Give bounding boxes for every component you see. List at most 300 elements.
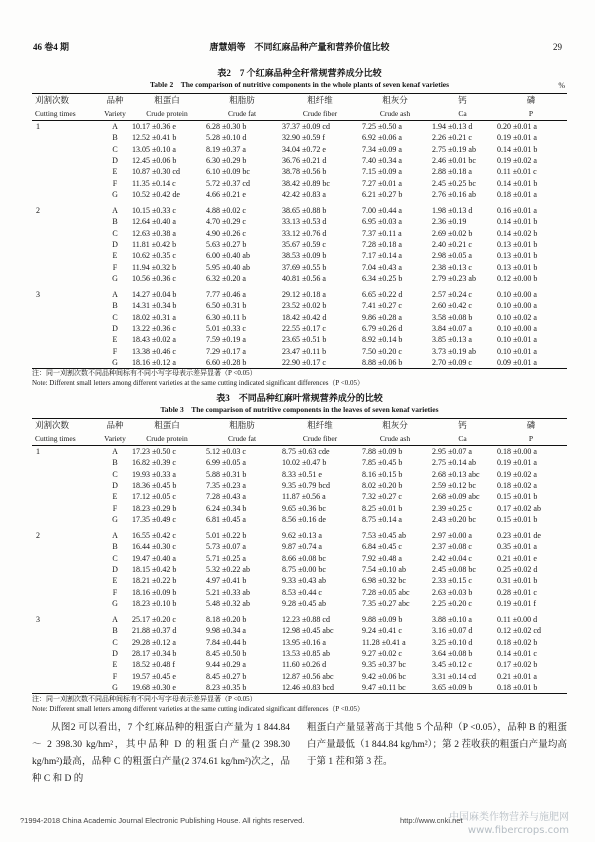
crude-ash-cell: 7.40 ±0.34 a (362, 155, 402, 165)
copyright-notice: ?1994-2018 China Academic Journal Electronic Publishing House. All rights reserved. (20, 816, 305, 825)
crude-protein-cell: 13.38 ±0.46 c (132, 346, 176, 356)
cutting-times-cell (32, 334, 100, 345)
watermark (449, 811, 569, 837)
crude-fat-cell: 7.35 ±0.23 a (206, 480, 246, 490)
variety-cell: A (112, 447, 118, 456)
p-cell: 0.12 ±0.00 b (497, 273, 538, 283)
table-3-title-cn: 表3 不同品种红麻叶常规营养成分的比较 (216, 393, 383, 403)
p-cell: 0.18 ±0.01 a (497, 189, 537, 199)
crude-protein-cell: 11.35 ±0.14 c (132, 178, 176, 188)
crude-fat-cell: 6.99 ±0.05 a (206, 458, 246, 468)
crude-fat-cell: 4.70 ±0.29 c (206, 217, 246, 227)
variety-cell: C (112, 312, 118, 322)
crude-protein-cell: 18.36 ±0.45 b (132, 480, 177, 490)
p-cell: 0.16 ±0.01 a (497, 205, 537, 215)
crude-fat-cell: 7.29 ±0.17 a (206, 346, 246, 356)
crude-fiber-cell: 8.75 ±0.63 cde (282, 447, 330, 456)
column-header: 钙 (430, 94, 495, 108)
ca-cell: 2.45 ±0.25 bc (432, 178, 476, 188)
header-row-cn (32, 419, 567, 433)
table-2-note-cn: 注：同一刈割次数不同品种间标有不同小写字母表示差异显著（P <0.05） (32, 369, 257, 377)
crude-fat-cell: 5.01 ±0.22 b (206, 530, 247, 540)
ca-cell: 3.64 ±0.08 b (432, 648, 473, 658)
crude-fiber-cell: 13.95 ±0.16 a (282, 637, 326, 647)
p-cell: 0.10 ±0.00 a (497, 301, 537, 311)
crude-fiber-cell: 38.42 ±0.89 bc (282, 178, 330, 188)
crude-protein-cell: 16.44 ±0.30 c (132, 542, 176, 552)
table-row (32, 457, 567, 468)
column-header: Crude fat (204, 107, 280, 121)
variety-cell: G (100, 357, 130, 369)
table-row (32, 648, 567, 659)
table-2-title-en: Table 2 The comparison of nutritive components in the whole plants of seven kenaf varieties (149, 80, 450, 89)
p-cell: 0.10 ±0.01 a (497, 346, 537, 356)
table-2 (32, 93, 567, 369)
body-paragraph-right: 粗蛋白产量显著高于其他 5 个品种（P <0.05），品种 B 的粗蛋白产量最低（1 844.84 kg/hm²）；第 2 茬收获的粗蛋白产量均高于第 1 茬和第 3 茬。 (307, 723, 567, 767)
column-header: Crude fiber (280, 432, 360, 446)
cutting-times-cell (32, 682, 100, 694)
column-header: P (495, 107, 567, 121)
variety-cell: G (100, 682, 130, 694)
ca-cell: 2.33 ±0.15 c (432, 576, 472, 586)
crude-fiber-cell: 38.78 ±0.56 b (282, 167, 327, 177)
column-header: 钙 (430, 419, 495, 433)
table-row (32, 564, 567, 575)
variety-cell: D (112, 480, 118, 490)
variety-cell: F (112, 503, 118, 513)
crude-protein-cell: 13.05 ±0.10 a (132, 144, 176, 154)
crude-fiber-cell: 11.60 ±0.26 d (282, 660, 327, 670)
table-row (32, 480, 567, 491)
crude-ash-cell: 8.88 ±0.06 b (360, 357, 430, 369)
variety-cell: G (112, 514, 118, 524)
cutting-times-cell (32, 357, 100, 369)
cutting-times-cell (32, 564, 100, 575)
ca-cell: 1.98 ±0.13 d (432, 205, 473, 215)
watermark-line-2: www.fibercrops.com (467, 825, 569, 836)
ca-cell: 2.97 ±0.00 a (432, 530, 472, 540)
crude-fat-cell: 4.66 ±0.21 e (206, 189, 246, 199)
table-row (32, 671, 567, 682)
crude-ash-cell: 7.50 ±0.20 c (362, 346, 402, 356)
ca-cell: 2.37 ±0.08 c (432, 542, 472, 552)
table-row (32, 200, 567, 216)
crude-ash-cell: 7.15 ±0.09 a (362, 167, 402, 177)
footer-url: http://www.cnki.net (400, 816, 463, 825)
variety-cell: D (112, 323, 118, 333)
variety-cell: F (112, 346, 118, 356)
crude-fat-cell: 5.71 ±0.25 a (206, 553, 246, 563)
p-cell: 0.18 ±0.00 a (497, 447, 537, 456)
p-cell: 0.09 ±0.01 a (495, 357, 567, 369)
ca-cell: 3.58 ±0.08 b (432, 312, 473, 322)
p-cell: 0.14 ±0.01 b (497, 217, 538, 227)
crude-ash-cell: 6.98 ±0.32 bc (362, 576, 406, 586)
body-paragraph-left: 从图2 可以看出，7 个红麻品种的粗蛋白产量为 1 844.84 ～ 2 398.30 kg/hm²，其中品种 D 的粗蛋白产量(2 398.30 kg/hm²)最高，品种 C 的粗蛋白产量(2 374.61 kg/hm²)次之，品种 C 和 D 的 (32, 723, 290, 784)
table-row (32, 300, 567, 311)
ca-cell: 1.94 ±0.13 d (432, 122, 473, 131)
crude-protein-cell: 10.62 ±0.35 c (132, 251, 176, 261)
column-header: Crude protein (130, 432, 204, 446)
table-row (32, 357, 567, 369)
cutting-times-cell (32, 228, 100, 239)
crude-ash-cell: 9.86 ±0.28 a (362, 312, 402, 322)
crude-protein-cell: 17.12 ±0.05 c (132, 492, 176, 502)
crude-fiber-cell: 22.90 ±0.17 c (280, 357, 360, 369)
table-row (32, 189, 567, 200)
p-cell: 0.15 ±0.01 b (497, 514, 538, 524)
p-cell: 0.18 ±0.02 b (497, 637, 538, 647)
crude-fat-cell: 6.10 ±0.09 bc (206, 167, 250, 177)
table-row (32, 469, 567, 480)
ca-cell: 3.65 ±0.09 b (430, 682, 495, 694)
crude-protein-cell: 10.56 ±0.36 c (132, 273, 176, 283)
crude-ash-cell: 7.35 ±0.27 abc (362, 598, 410, 608)
crude-ash-cell: 9.24 ±0.41 c (362, 626, 402, 636)
variety-cell: B (112, 133, 118, 143)
crude-protein-cell: 10.17 ±0.36 e (132, 122, 176, 131)
table-row (32, 121, 567, 133)
crude-fiber-cell: 29.12 ±0.18 a (282, 289, 326, 299)
ca-cell: 2.68 ±0.09 abc (432, 492, 480, 502)
table-2-header (32, 94, 567, 121)
column-header: 粗纤维 (280, 94, 360, 108)
variety-cell: E (112, 335, 118, 345)
variety-cell: F (112, 587, 118, 597)
crude-fat-cell: 5.95 ±0.40 ab (206, 262, 250, 272)
crude-ash-cell: 7.25 ±0.50 a (362, 122, 402, 131)
crude-protein-cell: 18.23 ±0.10 b (132, 598, 177, 608)
p-cell: 0.13 ±0.01 b (497, 239, 538, 249)
ca-cell: 2.25 ±0.20 c (432, 598, 472, 608)
variety-cell: B (112, 626, 118, 636)
table-row (32, 491, 567, 502)
crude-ash-cell: 6.65 ±0.22 d (362, 289, 403, 299)
crude-fiber-cell: 9.62 ±0.13 a (282, 530, 322, 540)
column-header: 粗脂肪 (204, 94, 280, 108)
p-cell: 0.12 ±0.02 cd (497, 626, 541, 636)
variety-cell: G (112, 273, 118, 283)
crude-protein-cell: 25.17 ±0.20 c (132, 614, 176, 624)
ca-cell: 2.60 ±0.42 c (432, 301, 472, 311)
cutting-times-cell (32, 514, 100, 525)
crude-ash-cell: 7.53 ±0.45 ab (362, 530, 406, 540)
column-header: Variety (100, 107, 130, 121)
crude-fiber-cell: 40.81 ±0.56 a (282, 273, 326, 283)
table-row (32, 323, 567, 334)
ca-cell: 2.59 ±0.12 bc (432, 480, 476, 490)
crude-fiber-cell: 8.66 ±0.08 bc (282, 553, 326, 563)
cutting-times-cell: 3 (36, 289, 40, 299)
p-cell: 0.28 ±0.01 c (497, 587, 537, 597)
table-2-unit: % (558, 81, 565, 90)
variety-cell: F (112, 178, 118, 188)
crude-fat-cell: 6.81 ±0.45 a (206, 514, 246, 524)
crude-fiber-cell: 37.37 ±0.09 cd (282, 122, 330, 131)
table-row (32, 273, 567, 284)
ca-cell: 2.98 ±0.05 a (432, 251, 472, 261)
cutting-times-cell (32, 144, 100, 155)
table-row (32, 284, 567, 300)
cutting-times-cell (32, 625, 100, 636)
p-cell: 0.19 ±0.01 a (497, 458, 537, 468)
variety-cell: C (112, 144, 118, 154)
table-row (32, 155, 567, 166)
crude-fat-cell: 7.59 ±0.19 a (206, 335, 246, 345)
ca-cell: 2.57 ±0.24 c (432, 289, 472, 299)
variety-cell: D (112, 155, 118, 165)
crude-protein-cell: 21.88 ±0.37 d (132, 626, 177, 636)
crude-fiber-cell: 34.04 ±0.72 e (282, 144, 326, 154)
crude-fat-cell: 5.73 ±0.07 a (206, 542, 246, 552)
cutting-times-cell: 2 (36, 205, 40, 215)
table-row (32, 446, 567, 458)
ca-cell: 2.76 ±0.16 ab (432, 189, 476, 199)
p-cell: 0.25 ±0.02 d (497, 564, 538, 574)
crude-protein-cell: 29.28 ±0.12 a (132, 637, 176, 647)
crude-fiber-cell: 23.47 ±0.11 b (282, 346, 327, 356)
variety-cell: E (112, 167, 118, 177)
ca-cell: 2.70 ±0.09 c (430, 357, 495, 369)
variety-cell: G (112, 598, 118, 608)
variety-cell: A (112, 289, 118, 299)
table-3-note-cn: 注：同一刈割次数不同品种间标有不同小写字母表示差异显著（P <0.05） (32, 695, 257, 703)
crude-protein-cell: 11.81 ±0.42 b (132, 239, 177, 249)
crude-fat-cell: 9.98 ±0.34 a (206, 626, 246, 636)
crude-ash-cell: 9.47 ±0.11 bc (360, 682, 430, 694)
ca-cell: 2.75 ±0.19 ab (432, 144, 476, 154)
cutting-times-cell (32, 553, 100, 564)
crude-fat-cell: 5.32 ±0.22 ab (206, 564, 250, 574)
crude-fat-cell: 7.77 ±0.46 a (206, 289, 246, 299)
crude-protein-cell: 12.45 ±0.06 b (132, 155, 177, 165)
crude-ash-cell: 8.02 ±0.20 b (362, 480, 403, 490)
variety-cell: F (112, 671, 118, 681)
crude-protein-cell: 19.68 ±0.30 e (130, 682, 204, 694)
column-header: 磷 (495, 419, 567, 433)
crude-fat-cell: 8.45 ±0.27 b (206, 671, 247, 681)
cutting-times-cell (32, 346, 100, 357)
crude-fat-cell: 5.01 ±0.33 c (206, 323, 246, 333)
crude-ash-cell: 9.42 ±0.06 bc (362, 671, 406, 681)
crude-ash-cell: 7.28 ±0.05 abc (362, 587, 410, 597)
crude-protein-cell: 18.02 ±0.31 a (132, 312, 176, 322)
crude-fiber-cell: 8.53 ±0.44 c (282, 587, 322, 597)
ca-cell: 2.69 ±0.02 b (432, 228, 473, 238)
crude-protein-cell: 14.31 ±0.34 b (132, 301, 177, 311)
ca-cell: 3.73 ±0.19 ab (432, 346, 476, 356)
cutting-times-cell (32, 262, 100, 273)
crude-protein-cell: 12.52 ±0.41 b (132, 133, 177, 143)
ca-cell: 2.45 ±0.08 bc (432, 564, 476, 574)
cutting-times-cell (32, 250, 100, 261)
crude-fiber-cell: 13.53 ±0.85 ab (282, 648, 330, 658)
p-cell: 0.10 ±0.00 a (497, 323, 537, 333)
crude-fat-cell: 4.97 ±0.41 b (206, 576, 247, 586)
p-cell: 0.17 ±0.02 b (497, 660, 538, 670)
ca-cell: 2.36 ±0.19 (432, 217, 467, 227)
crude-ash-cell: 7.27 ±0.01 a (362, 178, 402, 188)
table-row (32, 541, 567, 552)
p-cell: 0.19 ±0.02 a (497, 155, 537, 165)
crude-protein-cell: 18.15 ±0.42 b (132, 564, 177, 574)
column-header: 粗脂肪 (204, 419, 280, 433)
column-header: 粗纤维 (280, 419, 360, 433)
crude-ash-cell: 8.16 ±0.15 b (362, 469, 403, 479)
p-cell: 0.11 ±0.01 c (497, 167, 537, 177)
crude-protein-cell: 16.82 ±0.39 c (132, 458, 176, 468)
column-header: Crude ash (360, 107, 430, 121)
ca-cell: 2.39 ±0.25 c (432, 503, 472, 513)
table-row (32, 166, 567, 177)
table-3-title-en: Table 3 The comparison of nutritive components in the leaves of seven kenaf varieties (160, 405, 439, 414)
crude-fat-cell: 5.48 ±0.32 ab (206, 598, 250, 608)
column-header: Crude ash (360, 432, 430, 446)
p-cell: 0.18 ±0.02 a (497, 480, 537, 490)
crude-fiber-cell: 38.65 ±0.88 b (282, 205, 327, 215)
cutting-times-cell (32, 273, 100, 284)
table-3-note-en: Note: Different small letters among different varieties at the same cutting indicated significant differences（P <0.05） (32, 705, 365, 713)
ca-cell: 2.46 ±0.01 bc (432, 155, 476, 165)
cutting-times-cell (32, 166, 100, 177)
crude-protein-cell: 17.23 ±0.50 c (132, 447, 176, 456)
crude-ash-cell: 9.88 ±0.09 b (362, 614, 403, 624)
table-row (32, 334, 567, 345)
crude-fiber-cell: 36.76 ±0.21 d (282, 155, 327, 165)
variety-cell: F (112, 262, 118, 272)
table-3-body (32, 446, 567, 694)
crude-ash-cell: 6.84 ±0.45 c (362, 542, 402, 552)
crude-fat-cell: 6.60 ±0.28 b (204, 357, 280, 369)
cutting-times-cell (32, 491, 100, 502)
table-row (32, 625, 567, 636)
cutting-times-cell (32, 239, 100, 250)
crude-protein-cell: 17.35 ±0.49 c (132, 514, 176, 524)
table-row (32, 132, 567, 143)
crude-ash-cell: 7.04 ±0.43 a (362, 262, 402, 272)
cutting-times-cell (32, 300, 100, 311)
journal-volume-issue: 46 卷4 期 (33, 42, 70, 52)
cutting-times-cell (32, 323, 100, 334)
cutting-times-cell: 2 (36, 530, 40, 540)
crude-ash-cell: 6.34 ±0.25 b (362, 273, 403, 283)
running-title: 唐慧娟等 不同红麻品种产量和营养价值比较 (209, 42, 390, 52)
crude-protein-cell: 11.94 ±0.32 b (132, 262, 177, 272)
cutting-times-cell (32, 480, 100, 491)
column-header: Crude protein (130, 107, 204, 121)
crude-fiber-cell: 18.42 ±0.42 d (282, 312, 327, 322)
crude-fat-cell: 5.72 ±0.37 cd (206, 178, 250, 188)
p-cell: 0.10 ±0.00 a (497, 289, 537, 299)
table-row (32, 659, 567, 670)
column-header: Cutting times (32, 107, 100, 121)
crude-protein-cell: 10.52 ±0.42 de (132, 189, 180, 199)
column-header: 磷 (495, 94, 567, 108)
p-cell: 0.18 ±0.01 b (495, 682, 567, 694)
p-cell: 0.10 ±0.01 a (497, 335, 537, 345)
cutting-times-cell (32, 648, 100, 659)
cutting-times-cell: 1 (36, 122, 40, 131)
ca-cell: 2.43 ±0.20 bc (432, 514, 476, 524)
crude-protein-cell: 18.16 ±0.09 b (132, 587, 177, 597)
crude-protein-cell: 18.23 ±0.29 b (132, 503, 177, 513)
crude-fiber-cell: 8.33 ±0.51 e (282, 469, 322, 479)
variety-cell: C (112, 228, 118, 238)
crude-protein-cell: 10.15 ±0.33 c (132, 205, 176, 215)
crude-ash-cell: 6.92 ±0.06 a (362, 133, 402, 143)
cutting-times-cell (32, 659, 100, 670)
table-row (32, 598, 567, 609)
crude-fat-cell: 4.90 ±0.26 c (206, 228, 246, 238)
crude-protein-cell: 14.27 ±0.04 b (132, 289, 177, 299)
crude-fat-cell: 5.12 ±0.03 c (206, 447, 246, 456)
variety-cell: C (112, 553, 118, 563)
crude-ash-cell: 8.92 ±0.14 b (362, 335, 403, 345)
cutting-times-cell (32, 671, 100, 682)
crude-ash-cell: 8.75 ±0.14 a (362, 514, 402, 524)
p-cell: 0.19 ±0.01 f (497, 598, 537, 608)
crude-protein-cell: 13.22 ±0.36 c (132, 323, 176, 333)
variety-cell: A (112, 122, 118, 131)
p-cell: 0.17 ±0.02 ab (497, 503, 541, 513)
crude-fat-cell: 6.28 ±0.30 b (206, 122, 247, 131)
ca-cell: 3.16 ±0.07 d (432, 626, 473, 636)
p-cell: 0.19 ±0.02 a (497, 469, 537, 479)
running-head (32, 41, 567, 54)
table-row (32, 250, 567, 261)
crude-fiber-cell: 9.35 ±0.79 bcd (282, 480, 330, 490)
crude-ash-cell: 6.95 ±0.03 a (362, 217, 402, 227)
table-2-body (32, 121, 567, 369)
table-row (32, 216, 567, 227)
crude-fat-cell: 9.44 ±0.29 a (206, 660, 246, 670)
variety-cell: C (112, 637, 118, 647)
ca-cell: 2.40 ±0.21 c (432, 239, 472, 249)
cutting-times-cell: 3 (36, 614, 40, 624)
column-header: 品种 (100, 94, 130, 108)
ca-cell: 3.84 ±0.07 a (432, 323, 472, 333)
column-header: Crude fiber (280, 107, 360, 121)
table-row (32, 312, 567, 323)
crude-ash-cell: 7.32 ±0.27 c (362, 492, 402, 502)
crude-protein-cell: 19.57 ±0.45 e (132, 671, 176, 681)
watermark-line-1: 中国麻类作物营养与施肥网 (449, 812, 569, 823)
p-cell: 0.14 ±0.01 b (497, 144, 538, 154)
table-row (32, 575, 567, 586)
crude-fiber-cell: 12.46 ±0.83 bcd (280, 682, 360, 694)
p-cell: 0.14 ±0.01 b (497, 178, 538, 188)
header-row-en (32, 432, 567, 446)
p-cell: 0.21 ±0.01 a (497, 671, 537, 681)
crude-fat-cell: 8.23 ±0.35 b (204, 682, 280, 694)
table-3 (32, 418, 567, 694)
crude-ash-cell: 6.79 ±0.26 d (362, 323, 403, 333)
crude-protein-cell: 12.64 ±0.40 a (132, 217, 176, 227)
ca-cell: 3.45 ±0.12 c (432, 660, 472, 670)
table-2-title-cn: 表2 7 个红麻品种全秆常规营养成分比较 (217, 68, 382, 78)
column-header: 刈割次数 (32, 419, 100, 433)
p-cell: 0.11 ±0.00 d (497, 614, 538, 624)
ca-cell: 3.25 ±0.10 d (432, 637, 473, 647)
crude-fat-cell: 8.18 ±0.20 b (206, 614, 247, 624)
variety-cell: G (112, 189, 118, 199)
crude-protein-cell: 28.17 ±0.34 b (132, 648, 177, 658)
column-header: 刈割次数 (32, 94, 100, 108)
crude-fiber-cell: 12.87 ±0.56 abc (282, 671, 334, 681)
crude-fat-cell: 7.84 ±0.44 b (206, 637, 247, 647)
crude-protein-cell: 18.43 ±0.02 a (132, 335, 176, 345)
crude-fat-cell: 6.32 ±0.20 a (206, 273, 246, 283)
